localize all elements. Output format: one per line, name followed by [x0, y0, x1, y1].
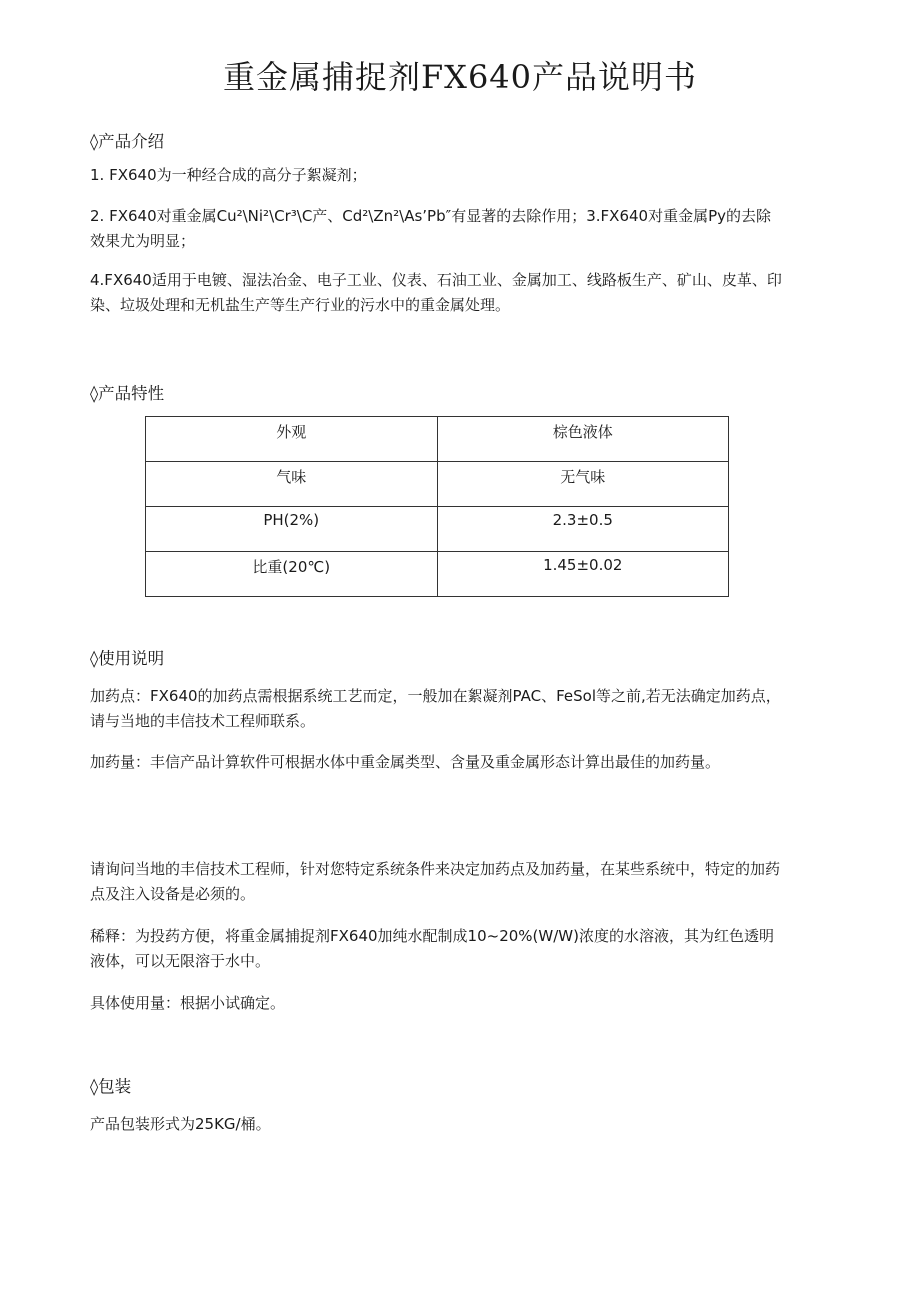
section-heading-packaging: ◊包装: [90, 1077, 132, 1096]
usage-paragraph-dosing-point: 加药点：FX640的加药点需根据系统工艺而定，一般加在絮凝剂PAC、FeSol等之前,若无法确定加药点，请与当地的丰信技术工程师联系。: [90, 687, 781, 730]
property-label: 外观: [146, 417, 438, 462]
table-row: [146, 507, 729, 552]
section-heading-usage: ◊使用说明: [90, 649, 165, 668]
table-row: [146, 552, 729, 597]
property-value: 棕色液体: [437, 417, 729, 462]
usage-paragraph-consult: 请询问当地的丰信技术工程师，针对您特定系统条件来决定加药点及加药量，在某些系统中，特定的加药点及注入设备是必须的。: [90, 860, 781, 903]
table-row: [146, 417, 729, 462]
section-heading-properties: ◊产品特性: [90, 384, 165, 403]
table-row: [146, 462, 729, 507]
packaging-paragraph: 产品包装形式为25KG/桶。: [90, 1115, 271, 1133]
property-value: 1.45±0.02: [437, 552, 729, 597]
usage-paragraph-amount: 具体使用量：根据小试确定。: [90, 994, 286, 1012]
intro-paragraph-2: 2. FX640对重金属Cu²\Ni²\Cr³\C产、Cd²\Zn²\As’Pb″有显著的去除作用；3.FX640对重金属Py的去除效果尤为明显；: [90, 207, 771, 250]
usage-paragraph-dosage: 加药量：丰信产品计算软件可根据水体中重金属类型、含量及重金属形态计算出最佳的加药量。: [90, 753, 721, 771]
property-label: 气味: [146, 462, 438, 507]
property-value: 无气味: [437, 462, 729, 507]
property-label: 比重(20℃): [146, 552, 438, 597]
intro-paragraph-1: 1. FX640为一种经合成的高分子絮凝剂；: [90, 166, 367, 184]
document-title: 重金属捕捉剂FX640产品说明书: [222, 58, 698, 96]
section-heading-intro: ◊产品介绍: [90, 132, 165, 151]
intro-paragraph-3: 4.FX640适用于电镀、湿法冶金、电子工业、仪表、石油工业、金属加工、线路板生产、矿山、皮革、印染、垃圾处理和无机盐生产等生产行业的污水中的重金属处理。: [90, 271, 782, 314]
property-label: PH(2%): [146, 507, 438, 552]
property-value: 2.3±0.5: [437, 507, 729, 552]
properties-table: [145, 416, 729, 597]
usage-paragraph-dilution: 稀释：为投药方便，将重金属捕捉剂FX640加纯水配制成10~20%(W/W)浓度的水溶液，其为红色透明液体，可以无限溶于水中。: [90, 927, 774, 970]
